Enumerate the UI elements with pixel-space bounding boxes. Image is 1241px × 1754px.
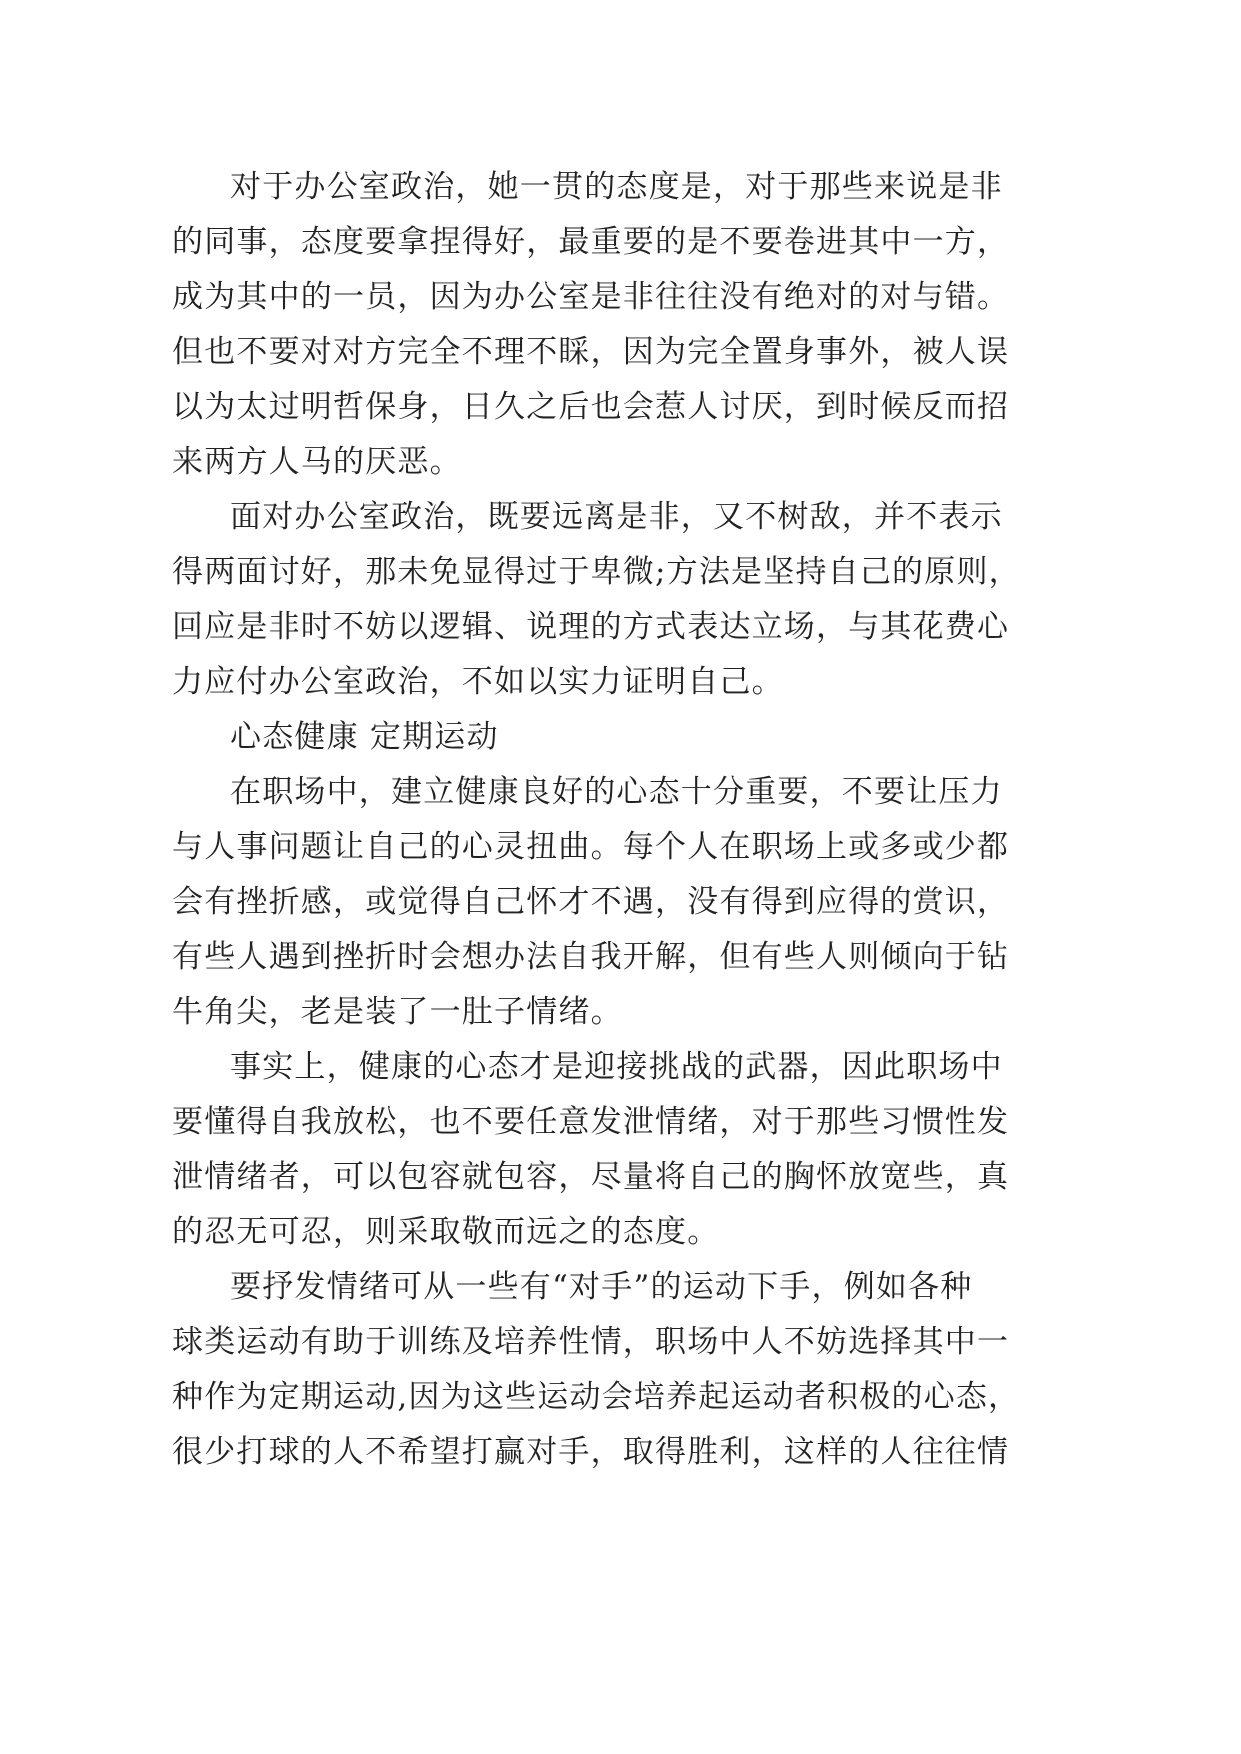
text-line: 得两面讨好，那未免显得过于卑微;方法是坚持自己的原则， xyxy=(172,554,1021,590)
text-line: 面对办公室政治，既要远离是非，又不树敌，并不表示 xyxy=(230,499,1003,535)
text-line: 有些人遇到挫折时会想办法自我开解，但有些人则倾向于钻 xyxy=(172,939,1010,975)
text-line: 以为太过明哲保身，日久之后也会惹人讨厌，到时候反而招 xyxy=(172,389,1010,425)
text-line: 很少打球的人不希望打赢对手，取得胜利，这样的人往往情 xyxy=(172,1434,1010,1470)
text-line: 在职场中，建立健康良好的心态十分重要，不要让压力 xyxy=(230,774,1003,810)
text-line: 的忍无可忍，则采取敬而远之的态度。 xyxy=(172,1214,720,1250)
text-line: 泄情绪者，可以包容就包容，尽量将自己的胸怀放宽些，真 xyxy=(172,1159,1010,1195)
text-line: 球类运动有助于训练及培养性情，职场中人不妨选择其中一 xyxy=(172,1324,1010,1360)
text-line: 对于办公室政治，她一贯的态度是，对于那些来说是非 xyxy=(230,169,1003,205)
text-line: 牛角尖，老是装了一肚子情绪。 xyxy=(172,994,623,1030)
text-line: 但也不要对对方完全不理不睬，因为完全置身事外，被人误 xyxy=(172,334,1010,370)
text-line: 的同事，态度要拿捏得好，最重要的是不要卷进其中一方， xyxy=(172,224,1010,260)
text-line: 会有挫折感，或觉得自己怀才不遇，没有得到应得的赏识， xyxy=(172,884,1010,920)
text-line: 力应付办公室政治，不如以实力证明自己。 xyxy=(172,664,784,700)
section-heading: 心态健康 定期运动 xyxy=(230,719,499,755)
text-line: 回应是非时不妨以逻辑、说理的方式表达立场，与其花费心 xyxy=(172,609,1010,645)
text-line: 要抒发情绪可从一些有“对手”的运动下手，例如各种 xyxy=(230,1269,973,1305)
text-line: 种作为定期运动,因为这些运动会培养起运动者积极的心态， xyxy=(172,1379,1021,1415)
text-line: 与人事问题让自己的心灵扭曲。每个人在职场上或多或少都 xyxy=(172,829,1010,865)
text-line: 成为其中的一员，因为办公室是非往往没有绝对的对与错。 xyxy=(172,279,1010,315)
text-line: 要懂得自我放松，也不要任意发泄情绪，对于那些习惯性发 xyxy=(172,1104,1010,1140)
text-line: 来两方人马的厌恶。 xyxy=(172,444,462,480)
text-line: 事实上，健康的心态才是迎接挑战的武器，因此职场中 xyxy=(230,1049,1003,1085)
